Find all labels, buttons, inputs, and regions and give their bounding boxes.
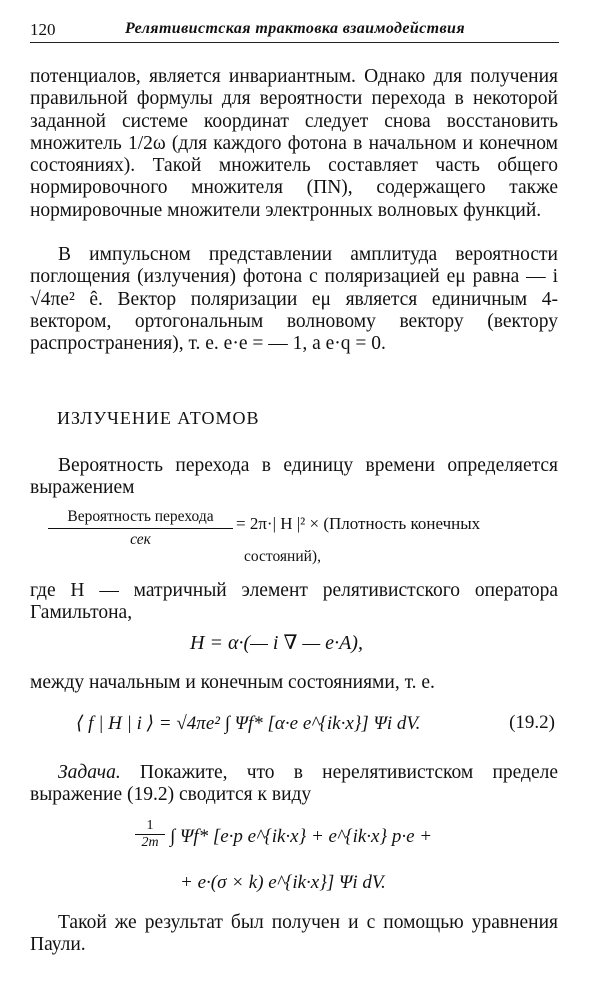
task-label: Задача.: [58, 762, 121, 783]
paragraph-between-states: между начальным и конечным состояниями, т. е.: [30, 672, 435, 693]
rate-numerator: Вероятность перехода: [48, 508, 233, 529]
nonrel-equation-line2: + e·(σ × k) e^{ik·x}] Ψi dV.: [180, 872, 386, 893]
paragraph-hamiltonian-intro: где H — матричный элемент релятивистского оператора Гамильтона,: [30, 580, 558, 624]
rate-rhs: = 2π·| H |² × (Плотность конечных: [236, 514, 481, 533]
matrix-element-equation: ⟨ f | H | i ⟩ = √4πe² ∫ Ψf* [α·e e^{ik·x}] Ψi dV.: [76, 713, 421, 734]
section-heading: ИЗЛУЧЕНИЕ АТОМОВ: [57, 408, 260, 428]
paragraph-transition-probability: Вероятность перехода в единицу времени определяется выражением: [30, 455, 558, 499]
rate-rhs-continued: состояний),: [244, 548, 321, 565]
paragraph-pauli: Такой же результат был получен и с помощью уравнения Паули.: [30, 912, 558, 956]
paragraph-task: [30, 762, 558, 807]
nonrel-fraction-denominator: 2m: [141, 835, 159, 850]
rate-denominator: сек: [130, 531, 151, 548]
nonrel-equation-line1: ∫ Ψf* [e·p e^{ik·x} + e^{ik·x} p·e +: [170, 826, 433, 847]
hamiltonian-equation: H = α·(— i ∇ — e·A),: [190, 632, 363, 654]
nonrel-fraction: [135, 818, 165, 851]
equation-number: (19.2): [509, 712, 555, 733]
rate-fraction: [48, 508, 233, 549]
task-text: Покажите, что в нерелятивистском пределе выражение (19.2) сводится к виду: [30, 762, 558, 806]
paragraph-momentum-representation: В импульсном представлении амплитуда вероятности поглощения (излучения) фотона с поляризацией eμ равна — i √4πe² ê. Вектор поляризации eμ является единичным 4-вектором, ортогональным волновому вектору (вектору распространения), т. е. e·e = — 1, а e·q = 0.: [30, 244, 558, 355]
page-header: [30, 18, 559, 43]
page-number: 120: [30, 20, 56, 39]
running-title: Релятивистская трактовка взаимодействия: [125, 20, 465, 37]
nonrel-fraction-numerator: 1: [135, 818, 165, 835]
paragraph-normalization: потенциалов, является инвариантным. Однако для получения правильной формулы для вероятности перехода в некоторой заданной системе координат следует снова восстановить множитель 1/2ω (для каждого фотона в начальном и конечном состояниях). Такой множитель составляет часть общего нормировочного множителя (ΠN), содержащего также нормировочные множители электронных волновых функций.: [30, 66, 558, 221]
